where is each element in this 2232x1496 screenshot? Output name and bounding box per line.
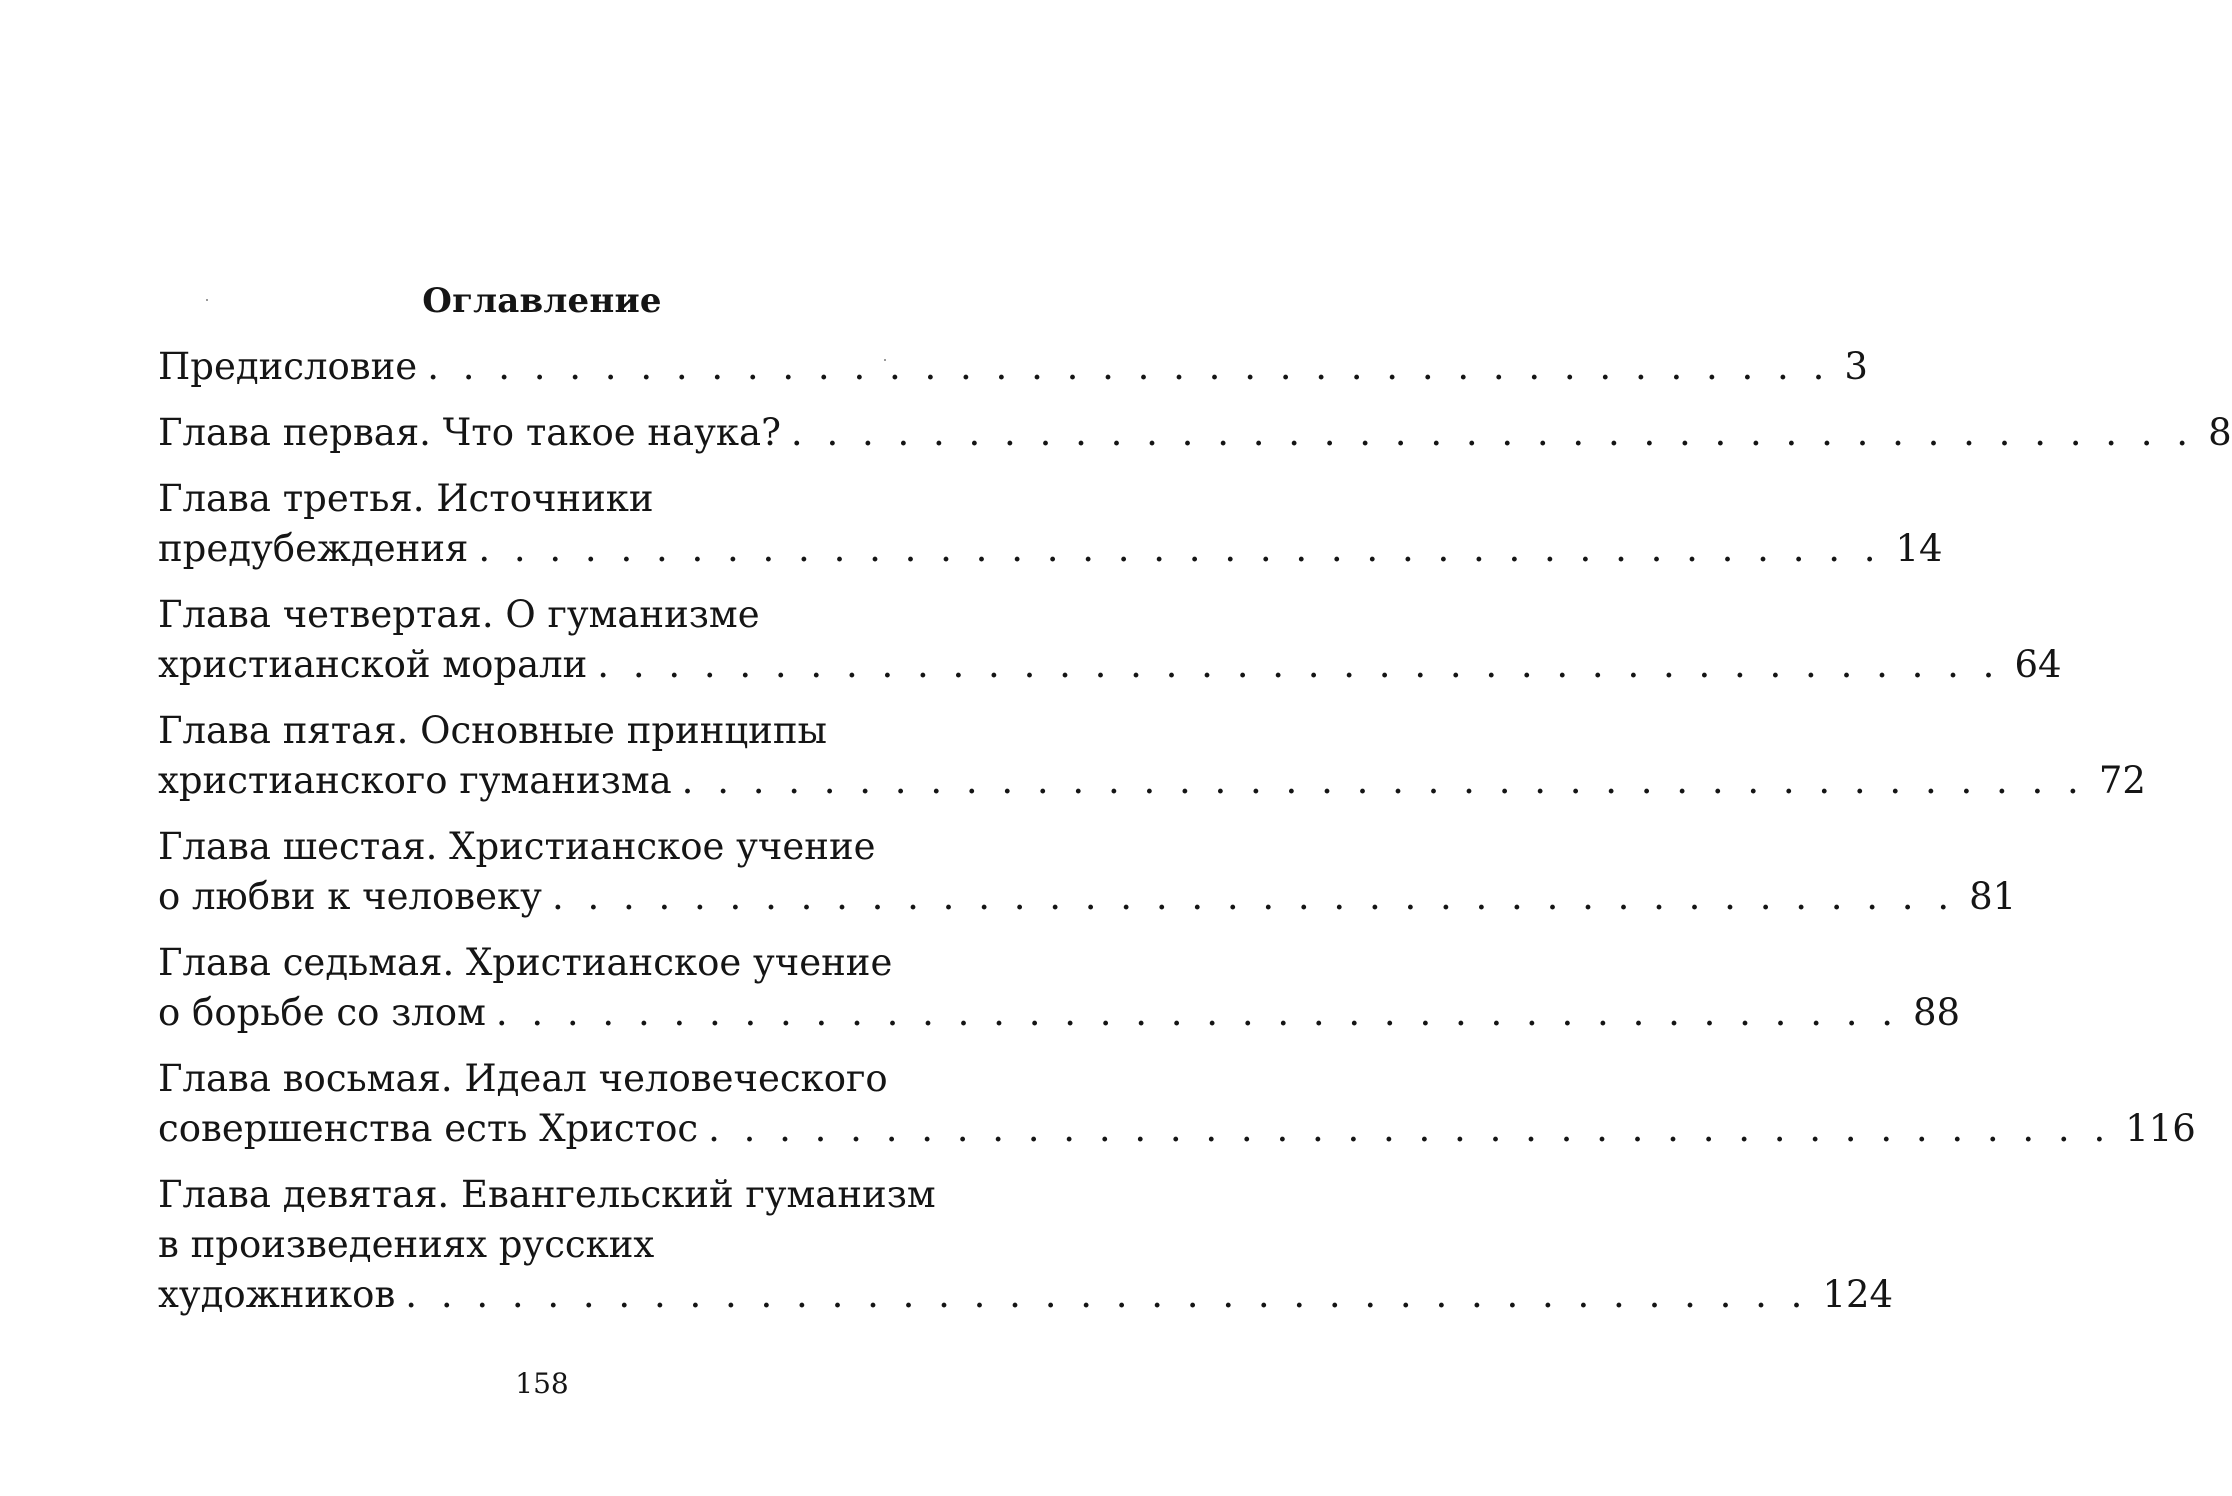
toc-entry-title-line [158,474,914,524]
dot-leader: . . . . . . . . . . . . . . . . . . . . . . . . . . . . . . . . . . . . . . . . [551,875,1956,918]
toc-entry-page-number: 116 [2125,1107,2196,1150]
toc-entry-title-line [158,1170,936,1220]
toc-entry-text: Глава первая. Что такое наука? [158,411,781,454]
toc-entry-text: совершенства есть Христос [158,1107,699,1150]
toc-entry-page-number: 14 [1895,527,1943,570]
toc-entry-title-line [158,938,914,988]
toc-entry-text: о борьбе со злом [158,991,486,1034]
toc-entry [158,342,1868,392]
toc-list [158,342,2232,1336]
toc-entry-text: Глава девятая. Евангельский гуманизм [158,1173,936,1216]
page-number: 158 [515,1367,569,1400]
toc-entry-final-line [158,640,2062,690]
toc-entry-text: в произведениях русских [158,1223,655,1266]
toc-entry-final-line [158,988,1961,1038]
toc-entry-text: художников [158,1273,396,1316]
dot-leader: . . . . . . . . . . . . . . . . . . . . . . . . . . . . . . . . . . . . . . . . [790,411,2195,454]
toc-entry-text: о любви к человеку [158,875,542,918]
toc-entry-final-line [158,524,1943,574]
dot-leader: . . . . . . . . . . . . . . . . . . . . . . . . . . . . . . . . . . . . . . . . [597,643,2001,686]
toc-heading: Оглавление [422,281,662,321]
dot-leader: . . . . . . . . . . . . . . . . . . . . . . . . . . . . . . . . . . . . . . . . [405,1273,1809,1316]
toc-entry-text: Предисловие [158,345,418,388]
toc-entry-final-line [158,756,2146,806]
toc-entry [158,474,1943,574]
toc-entry [158,938,1961,1038]
toc-entry [158,822,2017,922]
toc-entry-page-number: 88 [1913,991,1961,1034]
dot-leader: . . . . . . . . . . . . . . . . . . . . . . . . . . . . . . . . . . . . . . . . [478,527,1882,570]
toc-entry [158,1170,1894,1320]
toc-entry-page-number: 124 [1822,1273,1894,1316]
toc-entry-final-line [158,342,1868,392]
toc-entry [158,408,2232,458]
toc-entry-title-line [158,822,914,872]
toc-entry-title-line [158,706,914,756]
toc-entry-text: Глава восьмая. Идеал человеческого [158,1057,888,1100]
toc-entry-text: Глава третья. Источники [158,477,654,520]
toc-entry-text: христианской морали [158,643,588,686]
toc-entry-final-line [158,1270,1894,1320]
toc-entry-text: предубеждения [158,527,469,570]
dot-leader: . . . . . . . . . . . . . . . . . . . . . . . . . . . . . . . . . . . . . . . . [708,1107,2112,1150]
toc-entry-page-number: 8 [2208,411,2232,454]
dot-leader: . . . . . . . . . . . . . . . . . . . . . . . . . . . . . . . . . . . . . . . . [427,345,1831,388]
toc-entry [158,706,2146,806]
toc-entry-final-line [158,1104,2196,1154]
toc-entry-final-line [158,408,2232,458]
toc-entry-title-line [158,1220,914,1270]
toc-entry-page-number: 3 [1844,345,1868,388]
toc-entry [158,590,2062,690]
toc-entry-text: Глава шестая. Христианское учение [158,825,876,868]
toc-entry-text: христианского гуманизма [158,759,672,802]
toc-entry-page-number: 81 [1969,875,2017,918]
toc-entry-text: Глава седьмая. Христианское учение [158,941,893,984]
toc-entry-page-number: 72 [2098,759,2146,802]
toc-entry-page-number: 64 [2014,643,2062,686]
toc-entry-text: Глава четвертая. О гуманизме [158,593,760,636]
toc-entry-title-line [158,590,914,640]
toc-entry-text: Глава пятая. Основные принципы [158,709,827,752]
dot-leader: . . . . . . . . . . . . . . . . . . . . . . . . . . . . . . . . . . . . . . . . [495,991,1899,1034]
dot-leader: . . . . . . . . . . . . . . . . . . . . . . . . . . . . . . . . . . . . . . . . [681,759,2085,802]
toc-entry-final-line [158,872,2017,922]
toc-entry [158,1054,2196,1154]
toc-entry-title-line [158,1054,914,1104]
